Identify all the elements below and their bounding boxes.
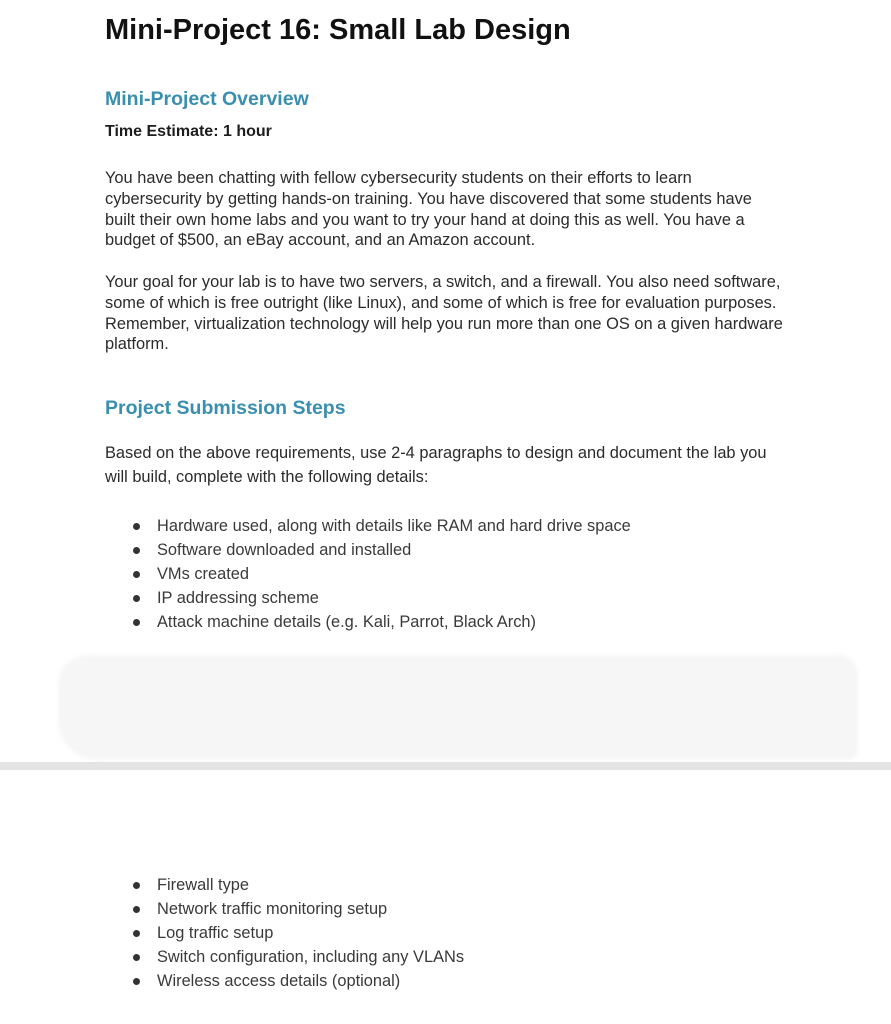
bullet-icon [133, 978, 140, 985]
list-item-text: VMs created [157, 565, 250, 583]
submission-heading: Project Submission Steps [105, 397, 346, 419]
bullet-icon [133, 619, 140, 626]
overview-heading: Mini-Project Overview [105, 88, 309, 110]
bullet-icon [133, 571, 140, 578]
bullet-icon [133, 882, 140, 889]
list-item-text: Attack machine details (e.g. Kali, Parrot, Black Arch) [157, 613, 536, 631]
list-item [133, 610, 631, 634]
blurred-area [58, 655, 858, 760]
time-estimate: Time Estimate: 1 hour [105, 123, 272, 140]
submission-intro: Based on the above requirements, use 2-4 paragraphs to design and document the lab you will build, complete with the following details: [105, 444, 767, 486]
bullet-icon [133, 595, 140, 602]
list-item-text: Network traffic monitoring setup [157, 900, 388, 918]
list-item [133, 538, 631, 562]
details-list-page-1 [133, 514, 631, 634]
overview-paragraph-1: You have been chatting with fellow cybersecurity students on their efforts to learn cybersecurity by getting hands-on training. You have discovered that some students have built their own home labs and you want to try your hand at doing this as well. You have a budget of $500, an eBay account, and an Amazon account. [105, 169, 752, 250]
list-item [133, 514, 631, 538]
list-item-text: Hardware used, along with details like RAM and hard drive space [157, 517, 631, 535]
overview-paragraph-2: Your goal for your lab is to have two servers, a switch, and a firewall. You also need software, some of which is free outright (like Linux), and some of which is free for evaluation purposes. Remember, virtualization technology will help you run more than one OS on a given hardware platform. [105, 273, 783, 354]
list-item [133, 897, 464, 921]
list-item-text: Software downloaded and installed [157, 541, 412, 559]
list-item [133, 873, 464, 897]
list-item [133, 921, 464, 945]
list-item [133, 969, 464, 993]
bullet-icon [133, 523, 140, 530]
page-divider [0, 762, 891, 770]
list-item-text: Wireless access details (optional) [157, 972, 401, 990]
list-item [133, 562, 631, 586]
document-title: Mini-Project 16: Small Lab Design [105, 14, 571, 46]
list-item [133, 586, 631, 610]
bullet-icon [133, 930, 140, 937]
bullet-icon [133, 547, 140, 554]
list-item [133, 945, 464, 969]
list-item-text: IP addressing scheme [157, 589, 319, 607]
list-item-text: Firewall type [157, 876, 249, 894]
bullet-icon [133, 906, 140, 913]
list-item-text: Log traffic setup [157, 924, 274, 942]
bullet-icon [133, 954, 140, 961]
details-list-page-2 [133, 873, 464, 993]
list-item-text: Switch configuration, including any VLANs [157, 948, 465, 966]
